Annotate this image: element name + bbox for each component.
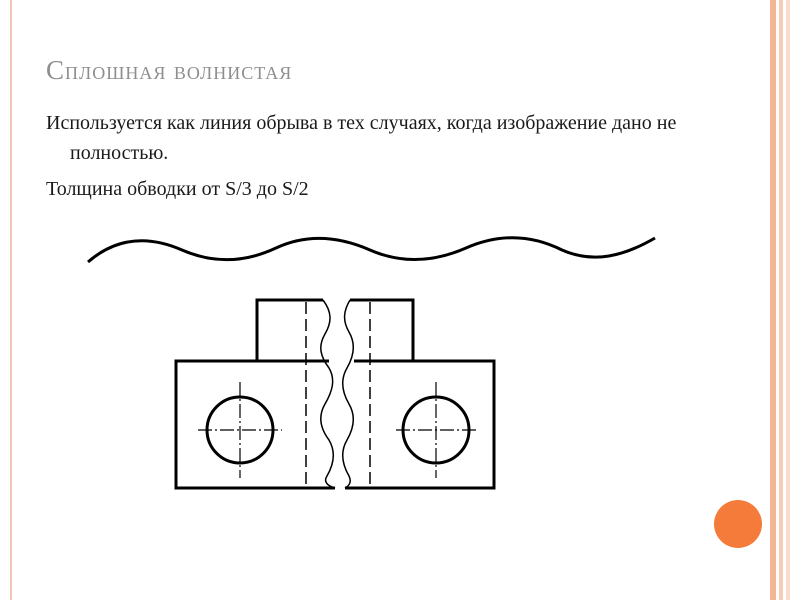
base-right-outline (345, 361, 494, 488)
break-line-left (321, 300, 335, 488)
break-line-right (343, 300, 354, 488)
paragraph-usage: Используется как линия обрыва в тех случаях, когда изображение дано не полностью. (46, 112, 677, 164)
decorative-dot (714, 500, 762, 548)
slide-title: Сплошная волнистая (46, 55, 293, 85)
base-left-outline (176, 361, 335, 488)
part-drawing (176, 300, 494, 488)
boss-left-outline (257, 300, 323, 361)
wavy-line-sample (88, 238, 655, 262)
paragraph-thickness: Толщина обводки от S/3 до S/2 (46, 178, 309, 200)
boss-right-outline (350, 300, 413, 361)
